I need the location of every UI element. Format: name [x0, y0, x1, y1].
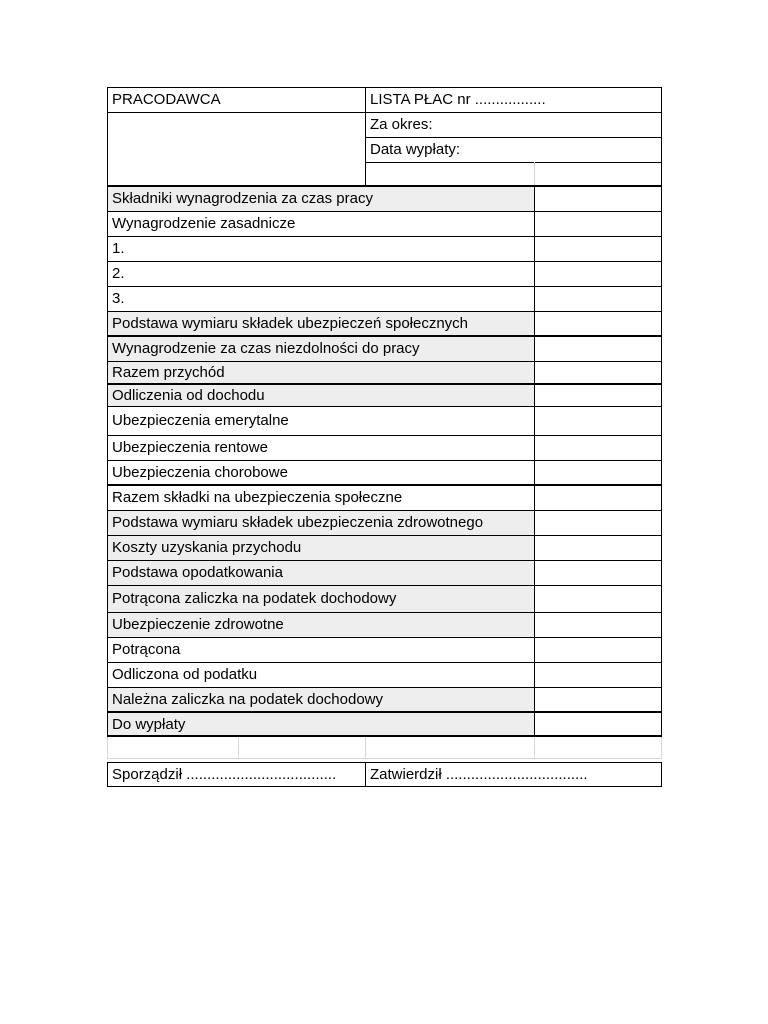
row-value-cell[interactable] [534, 485, 661, 510]
row-label: Wynagrodzenie za czas niezdolności do pracy [112, 340, 420, 357]
row-label: Odliczona od podatku [112, 666, 258, 683]
row-value-cell[interactable] [534, 510, 661, 535]
row-value-cell[interactable] [534, 637, 661, 662]
table-rule [107, 335, 662, 337]
table-rule [107, 612, 662, 613]
employer-field[interactable] [107, 112, 365, 186]
row-label: Ubezpieczenie zdrowotne [112, 616, 284, 633]
payment-date-label: Data wypłaty: [370, 141, 461, 158]
row-value-cell[interactable] [534, 612, 661, 637]
row-label: Podstawa opodatkowania [112, 564, 283, 581]
row-value-cell[interactable] [534, 712, 661, 736]
table-rule [107, 286, 662, 287]
table-rule [534, 186, 535, 737]
table-rule [107, 711, 662, 713]
row-value-cell[interactable] [534, 687, 661, 712]
table-rule [107, 762, 662, 763]
table-rule [107, 186, 108, 737]
table-rule [107, 786, 662, 787]
row-value-cell[interactable] [534, 560, 661, 585]
row-label: 2. [112, 265, 125, 282]
header-blank-value-cell[interactable] [534, 162, 661, 186]
row-label: 1. [112, 240, 125, 257]
table-rule [661, 186, 662, 737]
row-value-cell[interactable] [534, 361, 661, 384]
row-label: Ubezpieczenia chorobowe [112, 464, 288, 481]
employer-label: PRACODAWCA [112, 91, 221, 108]
row-value-cell[interactable] [534, 186, 661, 211]
period-label: Za okres: [370, 116, 433, 133]
row-label: Koszty uzyskania przychodu [112, 539, 302, 556]
table-rule [107, 585, 662, 586]
row-label: Odliczenia od dochodu [112, 386, 265, 404]
table-rule [534, 162, 535, 186]
row-label: Ubezpieczenia emerytalne [112, 412, 289, 429]
table-rule [107, 510, 662, 511]
row-value-cell[interactable] [534, 311, 661, 336]
table-rule [107, 484, 662, 486]
table-rule [365, 162, 662, 163]
row-label: Razem składki na ubezpieczenia społeczne [112, 489, 403, 506]
grid-rule [107, 758, 662, 759]
row-value-cell[interactable] [534, 261, 661, 286]
row-value-cell[interactable] [534, 435, 661, 460]
grid-rule [365, 737, 366, 758]
row-value-cell[interactable] [534, 406, 661, 435]
row-label: Potrącona zaliczka na podatek dochodowy [112, 590, 397, 607]
row-label: Podstawa wymiaru składek ubezpieczeń społecznych [112, 315, 469, 332]
row-value-cell[interactable] [534, 662, 661, 687]
table-rule [107, 535, 662, 536]
grid-rule [534, 737, 535, 758]
table-rule [107, 211, 662, 212]
table-rule [107, 406, 662, 407]
table-rule [365, 87, 366, 186]
table-rule [107, 435, 662, 436]
table-rule [107, 637, 662, 638]
row-label: 3. [112, 290, 125, 307]
row-label: Potrącona [112, 641, 181, 658]
row-value-cell[interactable] [534, 336, 661, 361]
table-rule [107, 460, 662, 461]
table-rule [107, 185, 662, 187]
table-rule [107, 735, 662, 737]
grid-rule [661, 737, 662, 758]
table-rule [107, 311, 662, 312]
header-blank-cell[interactable] [365, 162, 534, 186]
row-label: Do wypłaty [112, 715, 186, 733]
row-label: Razem przychód [112, 364, 225, 381]
prepared-by-label[interactable]: Sporządził .................................... [112, 765, 337, 783]
table-rule [661, 87, 662, 186]
table-rule [107, 662, 662, 663]
grid-rule [107, 737, 108, 758]
table-rule [661, 762, 662, 787]
table-rule [107, 383, 662, 385]
row-value-cell[interactable] [534, 535, 661, 560]
row-value-cell[interactable] [534, 286, 661, 311]
table-rule [107, 112, 662, 113]
table-rule [107, 560, 662, 561]
row-value-cell[interactable] [534, 236, 661, 261]
row-value-cell[interactable] [534, 585, 661, 612]
row-label: Wynagrodzenie zasadnicze [112, 215, 296, 232]
table-rule [107, 236, 662, 237]
row-label: Podstawa wymiaru składek ubezpieczenia zdrowotnego [112, 514, 484, 531]
row-label: Ubezpieczenia rentowe [112, 439, 268, 456]
payroll-list-number-label: LISTA PŁAC nr ................. [370, 91, 546, 108]
row-label: Składniki wynagrodzenia za czas pracy [112, 190, 373, 207]
table-rule [365, 137, 662, 138]
table-rule [107, 762, 108, 787]
table-rule [107, 87, 108, 186]
table-rule [107, 87, 662, 88]
row-value-cell[interactable] [534, 384, 661, 406]
row-value-cell[interactable] [534, 460, 661, 485]
approved-by-label[interactable]: Zatwierdził .................................. [370, 765, 588, 783]
row-label: Należna zaliczka na podatek dochodowy [112, 691, 384, 708]
table-rule [107, 687, 662, 688]
table-rule [365, 762, 366, 787]
table-rule [107, 361, 662, 362]
table-rule [107, 261, 662, 262]
grid-rule [238, 737, 239, 758]
row-value-cell[interactable] [534, 211, 661, 236]
